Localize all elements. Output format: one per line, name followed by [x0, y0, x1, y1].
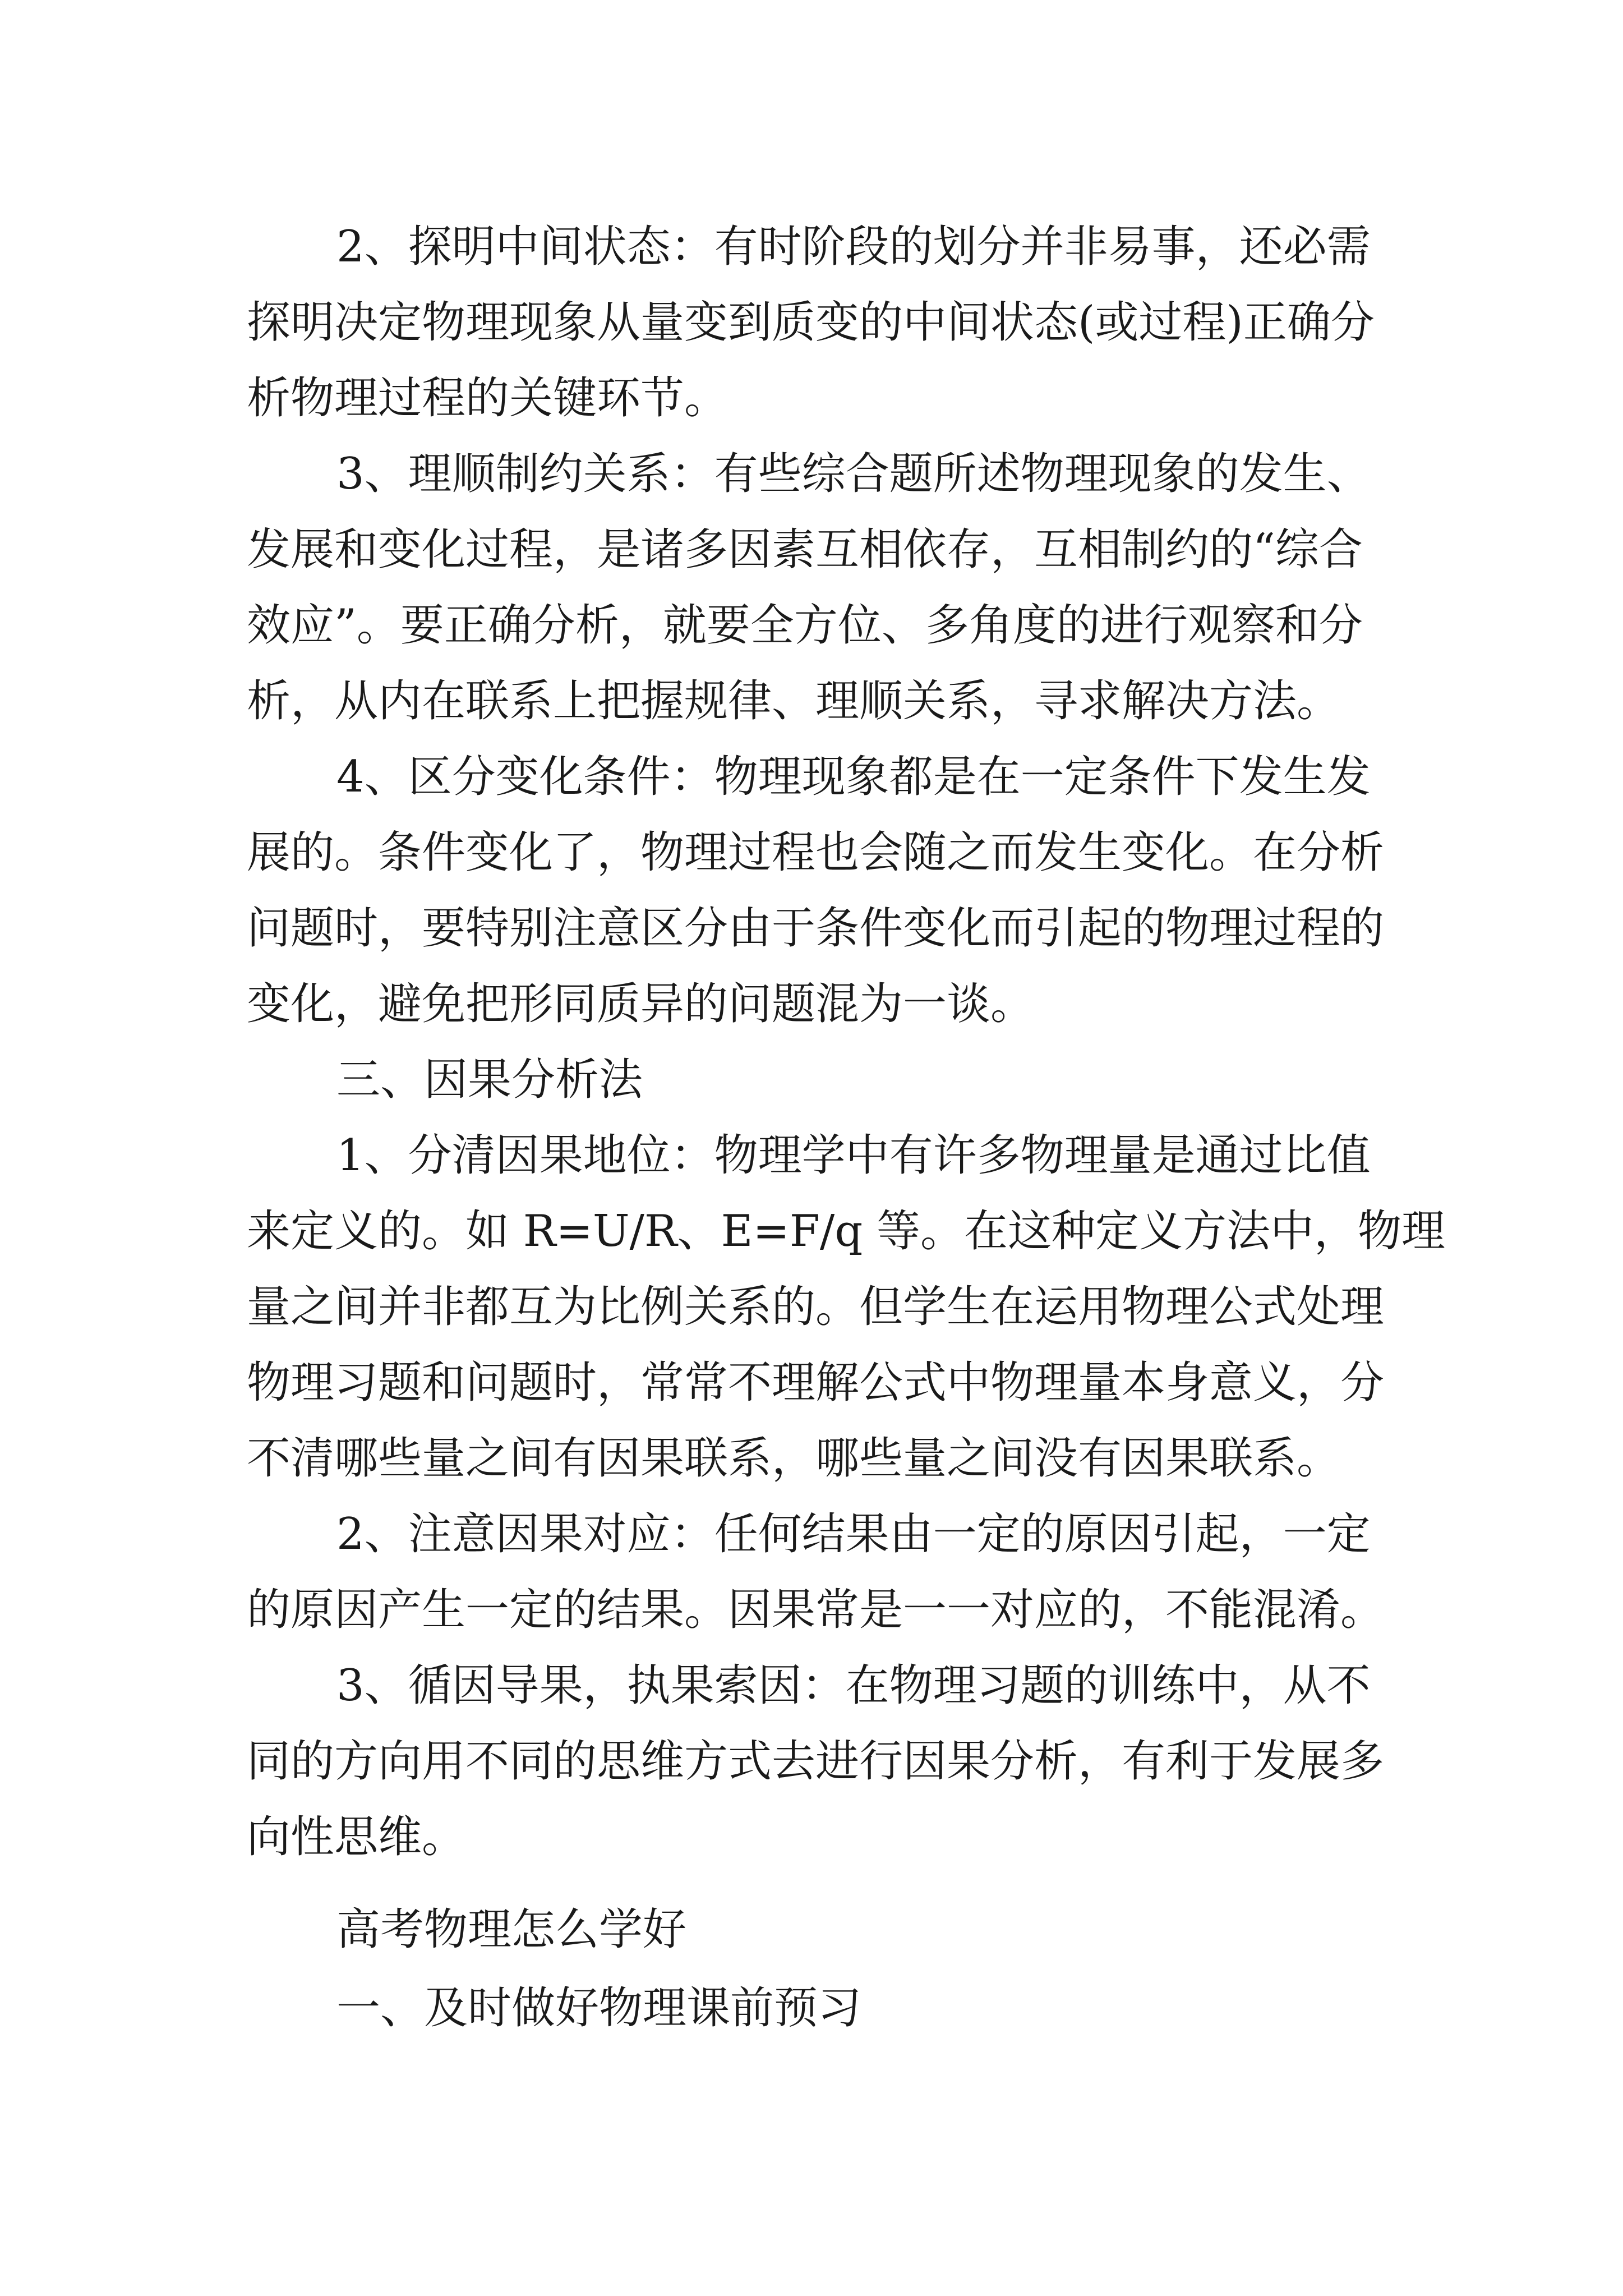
paragraph-line: 效应”。要正确分析，就要全方位、多角度的进行观察和分 [247, 600, 1363, 651]
paragraph-line: 3、循因导果，执果索因：在物理习题的训练中，从不 [336, 1660, 1371, 1711]
paragraph-line: 析物理过程的关键环节。 [247, 373, 728, 424]
paragraph-line: 变化，避免把形同质异的问题混为一谈。 [247, 979, 1035, 1029]
paragraph-line: 4、区分变化条件：物理现象都是在一定条件下发生发 [336, 752, 1371, 802]
paragraph-line: 物理习题和问题时，常常不理解公式中物理量本身意义，分 [247, 1358, 1385, 1408]
article-title: 高考物理怎么学好 [336, 1904, 687, 1955]
paragraph-line: 的原因产生一定的结果。因果常是一一对应的，不能混淆。 [247, 1585, 1385, 1635]
paragraph-line: 展的。条件变化了，物理过程也会随之而发生变化。在分析 [247, 827, 1385, 878]
paragraph-line: 3、理顺制约关系：有些综合题所述物理现象的发生、 [336, 449, 1371, 499]
paragraph-line: 探明决定物理现象从量变到质变的中间状态(或过程)正确分 [247, 297, 1375, 348]
paragraph-line: 向性思维。 [247, 1812, 466, 1862]
paragraph-line: 发展和变化过程，是诸多因素互相依存，互相制约的“综合 [247, 524, 1363, 575]
paragraph-line: 同的方向用不同的思维方式去进行因果分析，有利于发展多 [247, 1736, 1385, 1787]
section-heading: 三、因果分析法 [336, 1055, 643, 1105]
paragraph-line: 2、探明中间状态：有时阶段的划分并非易事，还必需 [336, 222, 1371, 272]
paragraph-line: 1、分清因果地位：物理学中有许多物理量是通过比值 [336, 1130, 1371, 1181]
paragraph-line: 2、注意因果对应：任何结果由一定的原因引起，一定 [336, 1509, 1371, 1559]
paragraph-line: 来定义的。如 R=U/R、E=F/q 等。在这种定义方法中，物理 [247, 1206, 1446, 1257]
paragraph-line: 量之间并非都互为比例关系的。但学生在运用物理公式处理 [247, 1282, 1385, 1332]
paragraph-line: 析，从内在联系上把握规律、理顺关系，寻求解决方法。 [247, 676, 1341, 726]
paragraph-line: 不清哪些量之间有因果联系，哪些量之间没有因果联系。 [247, 1433, 1341, 1484]
section-heading: 一、及时做好物理课前预习 [336, 1983, 862, 2033]
paragraph-line: 问题时，要特别注意区分由于条件变化而引起的物理过程的 [247, 903, 1385, 954]
